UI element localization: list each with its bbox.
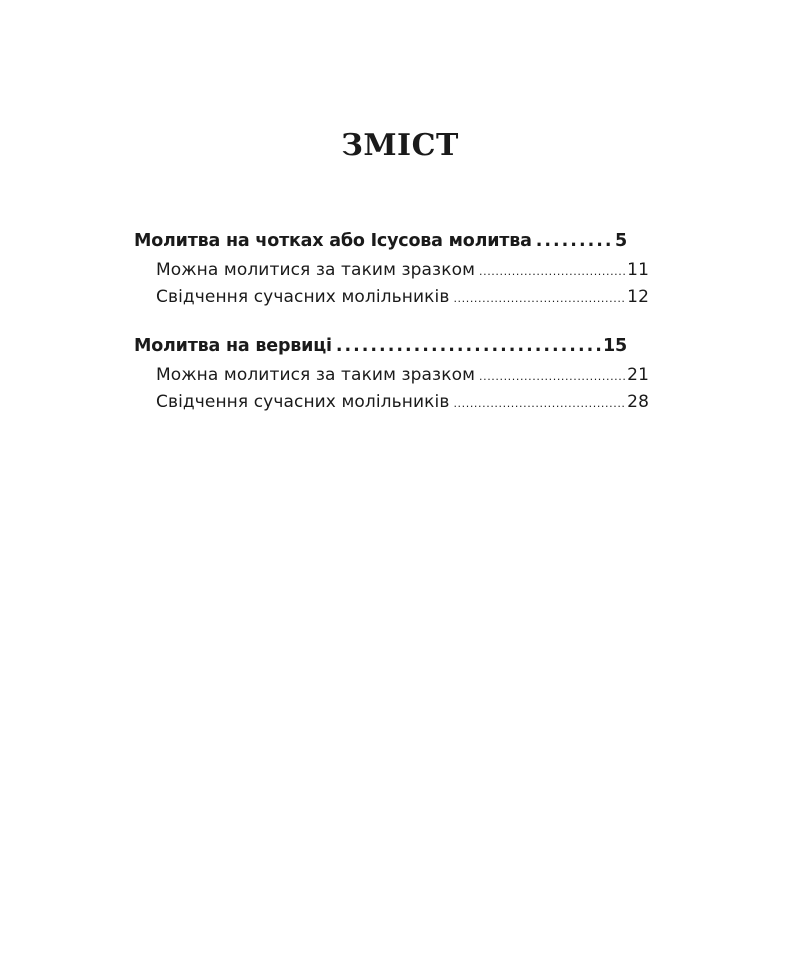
toc-page-number: 5	[615, 231, 627, 251]
toc-page-number: 21	[627, 365, 649, 385]
toc-entry-title: Молитва на вервиці	[134, 336, 332, 356]
page-title: ЗМІСТ	[341, 128, 459, 163]
toc-subentry	[134, 257, 649, 284]
toc-section-1	[134, 226, 649, 311]
toc-page-number: 15	[603, 336, 627, 356]
toc-entry	[134, 226, 627, 257]
dot-leader	[453, 390, 625, 416]
toc-subentry	[134, 284, 649, 311]
dot-leader	[453, 285, 625, 311]
toc-page-number: 28	[627, 392, 649, 412]
dot-leader	[479, 258, 625, 284]
toc-entry	[134, 331, 627, 362]
dot-leader	[536, 226, 613, 257]
table-of-contents	[134, 226, 649, 436]
toc-page-number: 11	[627, 260, 649, 280]
toc-page-number: 12	[627, 287, 649, 307]
toc-subentry-title: Можна молитися за таким зразком	[156, 365, 475, 385]
toc-subentry-title: Свідчення сучасних молільників	[156, 287, 450, 307]
toc-subentry-title: Можна молитися за таким зразком	[156, 260, 475, 280]
toc-subentry	[134, 362, 649, 389]
toc-subentry-title: Свідчення сучасних молільників	[156, 392, 450, 412]
toc-section-2	[134, 331, 649, 416]
dot-leader	[336, 331, 601, 362]
toc-entry-title: Молитва на чотках або Ісусова молитва	[134, 231, 532, 251]
dot-leader	[479, 363, 625, 389]
toc-subentry	[134, 389, 649, 416]
